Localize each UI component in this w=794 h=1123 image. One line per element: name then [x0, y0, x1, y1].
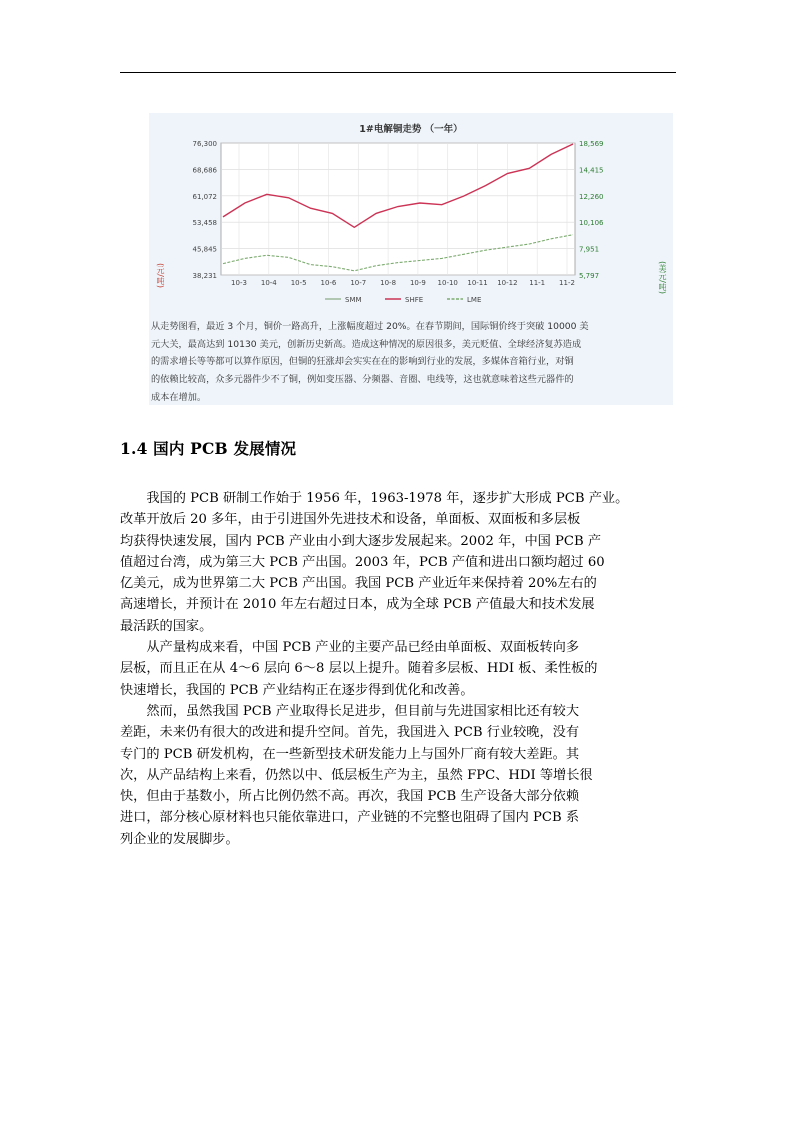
body-line: 然而，虽然我国 PCB 产业取得长足进步，但目前与先进国家相比还有较大	[120, 703, 580, 719]
body-line: 层板，而且正在从 4～6 层向 6～8 层以上提升。随着多层板、HDI 板、柔性板的	[120, 661, 598, 677]
x-tick-label: 10-5	[290, 279, 307, 287]
x-tick-label: 10-3	[231, 279, 247, 287]
legend-label-smm: SMM	[345, 296, 362, 304]
plot-area	[221, 143, 575, 275]
y-left-tick-label: 45,845	[192, 245, 217, 254]
y-axis-right-label: (美元/吨)	[658, 261, 667, 294]
y-right-tick-label: 5,797	[579, 272, 600, 280]
body-line: 值超过台湾，成为第三大 PCB 产出国。2003 年，PCB 产值和进出口额均超过 60	[120, 554, 605, 570]
caption-line: 成本在增加。	[151, 391, 207, 403]
legend-label-lme: LME	[467, 296, 482, 304]
copper-price-chart	[149, 113, 673, 318]
y-left-tick-label: 61,072	[192, 192, 217, 201]
x-tick-label: 10-12	[497, 279, 518, 287]
body-paragraphs	[120, 488, 680, 850]
body-line: 高速增长，并预计在 2010 年左右超过日本，成为全球 PCB 产值最大和技术发展	[120, 597, 595, 613]
y-left-tick-label: 38,231	[192, 272, 217, 280]
x-tick-label: 10-8	[380, 279, 397, 287]
body-line: 我国的 PCB 研制工作始于 1956 年，1963-1978 年，逐步扩大形成 PCB 产业。	[120, 491, 629, 506]
body-line: 专门的 PCB 研发机构，在一些新型技术研发能力上与国外厂商有较大差距。其	[120, 746, 580, 762]
y-left-tick-label: 68,686	[192, 166, 217, 175]
x-tick-label: 11-2	[559, 279, 575, 287]
copper-price-figure	[149, 113, 673, 405]
x-tick-label: 10-4	[260, 279, 277, 287]
body-line: 改革开放后 20 多年，由于引进国外先进技术和设备，单面板、双面板和多层板	[120, 512, 581, 528]
y-right-tick-label: 14,415	[579, 166, 604, 175]
body-line: 均获得快速发展，国内 PCB 产业由小到大逐步发展起来。2002 年，中国 PCB 产	[120, 533, 602, 549]
body-line: 次，从产品结构上来看，仍然以中、低层板生产为主，虽然 FPC、HDI 等增长很	[120, 767, 593, 783]
x-tick-label: 10-7	[350, 279, 367, 287]
body-line: 最活跃的国家。	[120, 618, 213, 634]
chart-caption	[149, 318, 673, 405]
y-left-tick-label: 53,458	[192, 219, 217, 228]
caption-line: 的依赖比较高，众多元器件少不了铜，例如变压器、分频器、音圈、电线等，这也就意味着这些元器件的	[151, 374, 574, 386]
body-line: 列企业的发展脚步。	[120, 831, 239, 847]
body-line: 差距，未来仍有很大的改进和提升空间。首先，我国进入 PCB 行业较晚，没有	[120, 725, 580, 741]
x-tick-label: 10-6	[320, 279, 337, 287]
x-tick-label: 11-1	[529, 279, 546, 287]
y-axis-left-label: (元/吨)	[156, 263, 165, 288]
body-line: 快速增长，我国的 PCB 产业结构正在逐步得到优化和改善。	[120, 682, 474, 698]
x-tick-label: 10-10	[437, 279, 458, 287]
body-line: 从产量构成来看，中国 PCB 产业的主要产品已经由单面板、双面板转向多	[120, 640, 580, 656]
caption-line: 的需求增长等等都可以算作原因，但铜的狂涨却会实实在在的影响到行业的发展，多媒体音箱行业，对铜	[151, 356, 574, 368]
y-right-tick-label: 10,106	[579, 219, 604, 228]
y-left-tick-label: 76,300	[192, 140, 217, 148]
body-line: 进口，部分核心原材料也只能依靠进口，产业链的不完整也阻碍了国内 PCB 系	[120, 810, 580, 826]
y-right-tick-label: 12,260	[579, 192, 604, 201]
header-rule	[120, 72, 676, 73]
caption-line: 从走势图看，最近 3 个月，铜价一路高升，上涨幅度超过 20%。在春节期间，国际铜价终于突破 10000 美	[151, 321, 589, 332]
y-right-tick-label: 7,951	[579, 245, 600, 254]
x-tick-label: 10-9	[409, 279, 426, 287]
x-tick-label: 10-11	[467, 279, 488, 287]
body-line: 快，但由于基数小，所占比例仍然不高。再次，我国 PCB 生产设备大部分依赖	[120, 789, 580, 805]
chart-title: 1#电解铜走势 （一年）	[359, 124, 463, 135]
body-line: 亿美元，成为世界第二大 PCB 产出国。我国 PCB 产业近年来保持着 20%左右的	[120, 576, 597, 592]
section-heading: 1.4 国内 PCB 发展情况	[120, 439, 297, 458]
caption-line: 元大关，最高达到 10130 美元，创新历史新高。造成这种情况的原因很多，美元贬值、全球经济复苏造成	[151, 338, 582, 350]
y-right-tick-label: 18,569	[579, 140, 604, 148]
legend-label-shfe: SHFE	[405, 296, 424, 304]
